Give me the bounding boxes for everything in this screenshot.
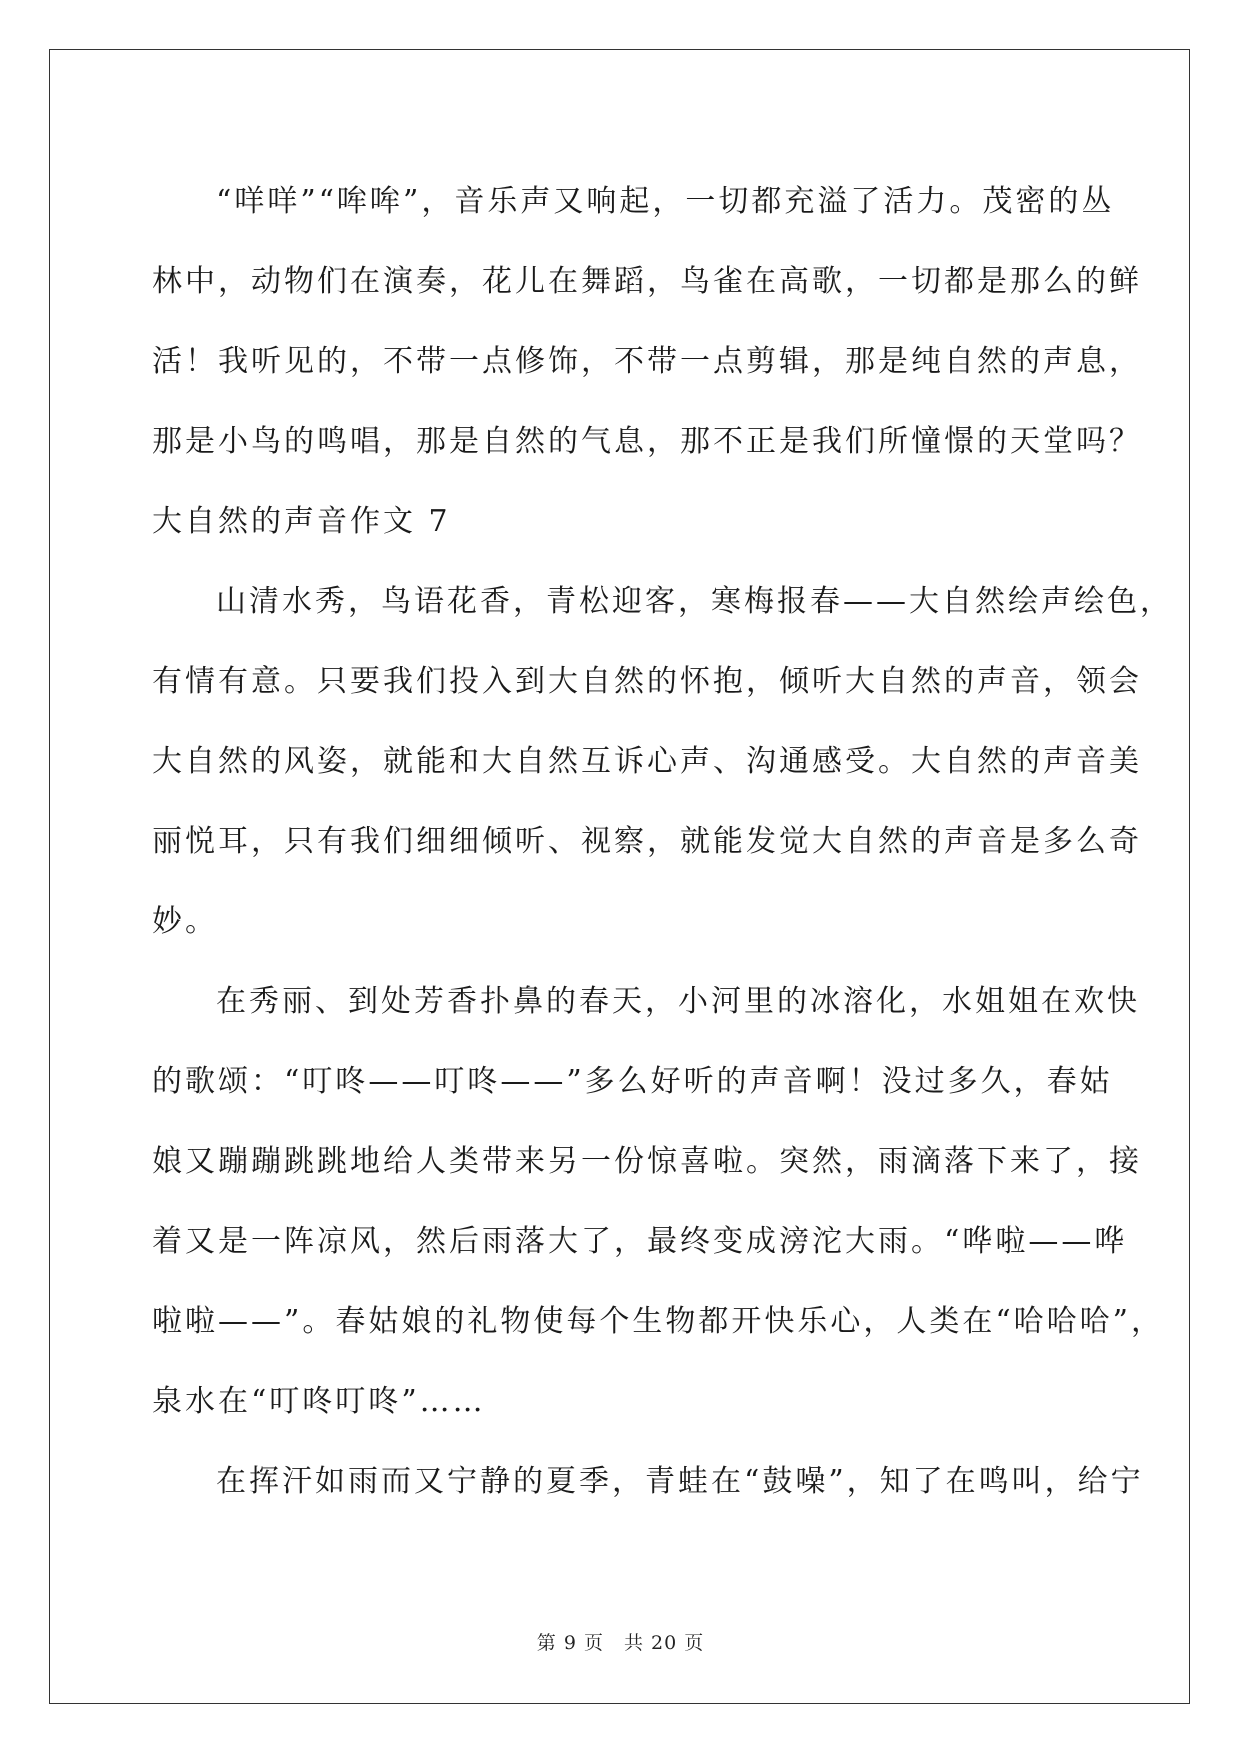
paragraph-line: 泉水在“叮咚叮咚”…… <box>152 1384 486 1419</box>
paragraph-line: 那是小鸟的鸣唱，那是自然的气息，那不正是我们所憧憬的天堂吗？ <box>152 424 1142 459</box>
paragraph-line: 在挥汗如雨而又宁静的夏季，青蛙在“鼓噪”，知了在鸣叫，给宁 <box>216 1464 1144 1499</box>
paragraph-line: 丽悦耳，只有我们细细倾听、视察，就能发觉大自然的声音是多么奇 <box>152 824 1142 859</box>
paragraph-line: 妙。 <box>152 904 218 939</box>
paragraph-line: 啦啦——”。春姑娘的礼物使每个生物都开快乐心，人类在“哈哈哈”， <box>152 1304 1165 1339</box>
section-heading: 大自然的声音作文 7 <box>152 504 451 539</box>
paragraph-line: 大自然的风姿，就能和大自然互诉心声、沟通感受。大自然的声音美 <box>152 744 1142 779</box>
paragraph-line: 山清水秀，鸟语花香，青松迎客，寒梅报春——大自然绘声绘色， <box>216 584 1173 619</box>
paragraph-line: 有情有意。只要我们投入到大自然的怀抱，倾听大自然的声音，领会 <box>152 664 1142 699</box>
paragraph-line: 在秀丽、到处芳香扑鼻的春天，小河里的冰溶化，水姐姐在欢快 <box>216 984 1140 1019</box>
paragraph-line: 娘又蹦蹦跳跳地给人类带来另一份惊喜啦。突然，雨滴落下来了，接 <box>152 1144 1142 1179</box>
paragraph-line: 的歌颂：“叮咚——叮咚——”多么好听的声音啊！没过多久，春姑 <box>152 1064 1113 1099</box>
paragraph-line: “咩咩”“哞哞”，音乐声又响起，一切都充溢了活力。茂密的丛 <box>216 184 1115 219</box>
paragraph-line: 活！我听见的，不带一点修饰，不带一点剪辑，那是纯自然的声息， <box>152 344 1142 379</box>
paragraph-line: 着又是一阵凉风，然后雨落大了，最终变成滂沱大雨。“哗啦——哗 <box>152 1224 1128 1259</box>
document-body <box>152 162 1173 1522</box>
page-number-footer: 第 9 页 共 20 页 <box>536 1632 705 1654</box>
paragraph-line: 林中，动物们在演奏，花儿在舞蹈，鸟雀在高歌，一切都是那么的鲜 <box>152 264 1142 299</box>
